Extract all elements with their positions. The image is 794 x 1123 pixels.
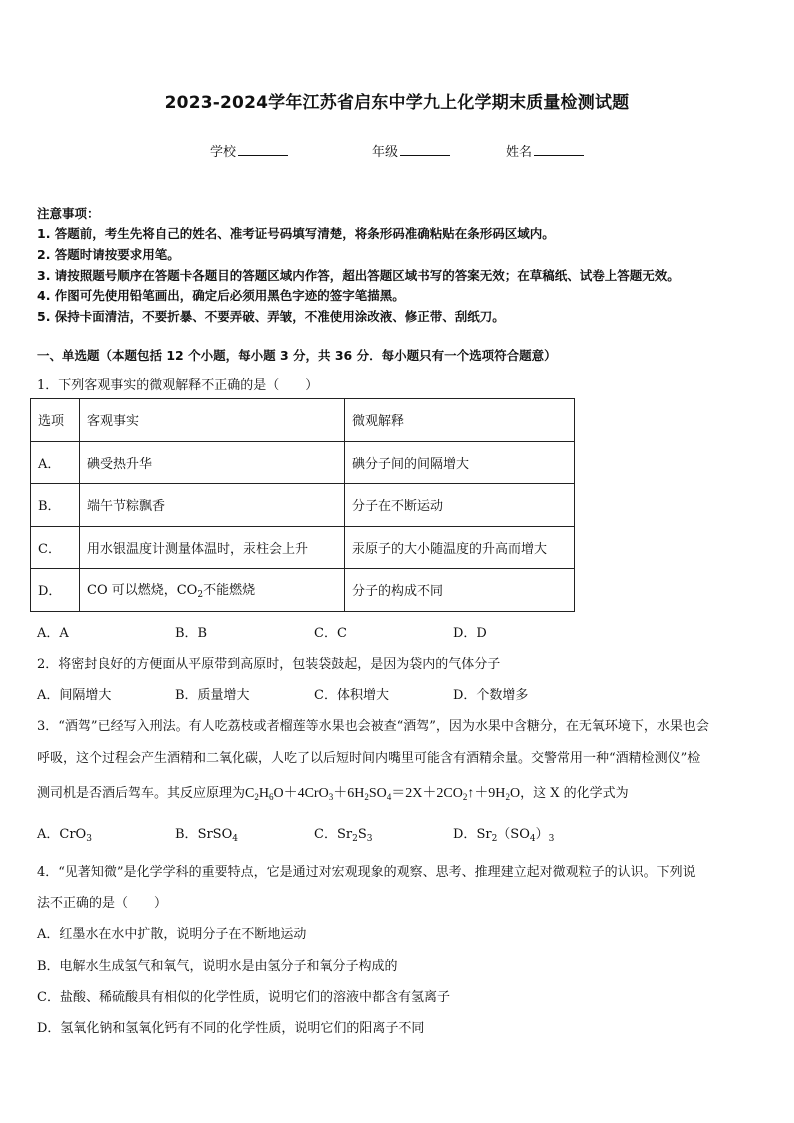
q3-option-b[interactable] bbox=[175, 823, 238, 844]
q2-option-d[interactable]: D．个数增多 bbox=[453, 688, 529, 703]
q4-option-a[interactable]: A．红墨水在水中扩散，说明分子在不断地运动 bbox=[37, 927, 307, 942]
table-cell: D． bbox=[31, 569, 80, 612]
row-d-fact-sub: 2 bbox=[197, 590, 204, 601]
name-label: 姓名 bbox=[506, 145, 533, 160]
row-d-fact: CO 可以燃烧，CO bbox=[87, 583, 198, 599]
table-cell: 分子的构成不同 bbox=[345, 569, 575, 612]
q3-line-3 bbox=[37, 782, 629, 802]
table-cell: C． bbox=[31, 526, 80, 569]
eq-part: C bbox=[245, 786, 255, 801]
notes-list bbox=[37, 224, 777, 328]
note-item: 5. 保持卡面清洁，不要折暴、不要弄破、弄皱，不准使用涂改液、修正带、刮纸刀。 bbox=[37, 309, 505, 325]
table-cell: 碘分子间的间隔增大 bbox=[345, 441, 575, 484]
eq-sub: 2 bbox=[462, 792, 468, 802]
q3-line-3-prefix: 测司机是否酒后驾车。其反应原理为 bbox=[37, 786, 246, 801]
q2-stem: 2．将密封良好的方便面从平原带到高原时，包装袋鼓起，是因为袋内的气体分子 bbox=[37, 657, 501, 672]
q3-option-d[interactable] bbox=[453, 823, 554, 844]
name-blank bbox=[534, 143, 584, 156]
q1-option-c[interactable]: C．C bbox=[314, 626, 347, 641]
q2-option-b[interactable]: B．质量增大 bbox=[175, 688, 250, 703]
note-item: 1. 答题前，考生先将自己的姓名、准考证号码填写清楚，将条形码准确粘贴在条形码区域内。 bbox=[37, 226, 555, 241]
eq-sub: 6 bbox=[268, 792, 274, 802]
section-heading: 一、单选题（本题包括 12 个小题，每小题 3 分，共 36 分．每小题只有一个选项符合题意） bbox=[37, 348, 557, 363]
option-formula: Sr bbox=[336, 827, 353, 842]
table-cell: 端午节粽飘香 bbox=[80, 484, 345, 527]
eq-part: ＋6H bbox=[333, 786, 365, 801]
q4-option-b[interactable]: B．电解水生成氢气和氧气，说明水是由氢分子和氧分子构成的 bbox=[37, 959, 398, 974]
table-cell: 汞原子的大小随温度的升高而增大 bbox=[345, 526, 575, 569]
row-d-fact-tail: 不能燃烧 bbox=[203, 583, 256, 599]
q1-stem: 1．下列客观事实的微观解释不正确的是（ ） bbox=[37, 378, 319, 393]
table-header-row bbox=[31, 399, 575, 442]
table-header-cell: 选项 bbox=[31, 399, 80, 442]
eq-sub: 2 bbox=[505, 792, 510, 802]
option-sub: 4 bbox=[232, 834, 238, 844]
q2-option-a[interactable]: A．间隔增大 bbox=[37, 688, 112, 703]
option-sub: 2 bbox=[352, 834, 358, 844]
option-formula: CrO bbox=[59, 827, 87, 842]
grade-label: 年级 bbox=[372, 145, 399, 160]
q4-option-d[interactable]: D．氢氧化钠和氢氧化钙有不同的化学性质，说明它们的阳离子不同 bbox=[37, 1021, 425, 1036]
q3-line-1: 3．“酒驾”已经写入刑法。有人吃荔枝或者榴莲等水果也会被查“酒驾”，因为水果中含糖分，在无氧环境下，水果也会 bbox=[37, 719, 709, 734]
table-cell: 分子在不断运动 bbox=[345, 484, 575, 527]
eq-part: H bbox=[258, 786, 269, 801]
option-formula: ） bbox=[535, 827, 549, 842]
q3-line-2: 呼吸，这个过程会产生酒精和二氧化碳，人吃了以后短时间内嘴里可能含有酒精余量。交警常用一种“酒精检测仪”检 bbox=[37, 751, 701, 766]
eq-part: SO bbox=[368, 786, 387, 801]
option-formula: （SO bbox=[497, 827, 530, 842]
eq-sub: 3 bbox=[328, 792, 334, 802]
q1-option-a[interactable]: A．A bbox=[37, 626, 69, 641]
name-field bbox=[506, 141, 584, 160]
q4-option-c[interactable]: C．盐酸、稀硫酸具有相似的化学性质，说明它们的溶液中都含有氢离子 bbox=[37, 990, 450, 1005]
option-formula: SrSO bbox=[197, 827, 233, 842]
option-formula: S bbox=[357, 827, 367, 842]
q3-option-a[interactable] bbox=[37, 823, 92, 844]
option-sub: 3 bbox=[548, 834, 555, 844]
q1-option-d[interactable]: D．D bbox=[453, 626, 487, 641]
table-header-cell: 客观事实 bbox=[80, 399, 345, 442]
q2-option-c[interactable]: C．体积增大 bbox=[314, 688, 389, 703]
option-sub: 2 bbox=[491, 834, 498, 844]
table-row bbox=[31, 484, 575, 527]
school-label: 学校 bbox=[210, 145, 237, 160]
option-sub: 3 bbox=[366, 834, 373, 844]
option-sub: 3 bbox=[86, 834, 92, 844]
table-cell: A． bbox=[31, 441, 80, 484]
q4-line-1: 4．“见著知微”是化学学科的重要特点，它是通过对宏观现象的观察、思考、推理建立起对微观粒子的认识。下列说 bbox=[37, 865, 696, 880]
eq-part: O＋4CrO bbox=[273, 786, 329, 801]
q1-table bbox=[30, 398, 575, 612]
table-cell: 碘受热升华 bbox=[80, 441, 345, 484]
q4-line-2: 法不正确的是（ ） bbox=[37, 896, 168, 911]
eq-sub: 2 bbox=[254, 792, 259, 802]
q3-line-3-suffix: ，这 X 的化学式为 bbox=[520, 786, 629, 801]
table-cell: B． bbox=[31, 484, 80, 527]
eq-part: ↑＋9H bbox=[467, 786, 506, 801]
table-row bbox=[31, 569, 575, 612]
table-cell: 用水银温度计测量体温时，汞柱会上升 bbox=[80, 526, 345, 569]
note-item: 4. 作图可先使用铅笔画出，确定后必须用黑色字迹的签字笔描黑。 bbox=[37, 288, 405, 304]
option-label: B． bbox=[175, 827, 198, 842]
reaction-equation bbox=[245, 786, 520, 801]
eq-sub: 4 bbox=[386, 792, 392, 802]
table-row bbox=[31, 526, 575, 569]
school-field bbox=[210, 141, 288, 160]
school-blank bbox=[238, 143, 288, 156]
eq-part: ＝2X＋2CO bbox=[391, 786, 463, 801]
note-item: 2. 答题时请按要求用笔。 bbox=[37, 246, 180, 262]
grade-blank bbox=[400, 143, 450, 156]
option-label: A． bbox=[37, 827, 60, 842]
table-header-cell: 微观解释 bbox=[345, 399, 575, 442]
option-label: D． bbox=[453, 827, 477, 842]
table-row bbox=[31, 441, 575, 484]
option-label: C． bbox=[314, 827, 337, 842]
eq-sub: 2 bbox=[364, 792, 369, 802]
q1-option-b[interactable]: B．B bbox=[175, 626, 208, 641]
page-title: 2023-2024学年江苏省启东中学九上化学期末质量检测试题 bbox=[164, 93, 630, 113]
option-formula: Sr bbox=[476, 827, 492, 842]
notes-title: 注意事项： bbox=[37, 206, 100, 221]
grade-field bbox=[372, 141, 450, 160]
eq-part: O bbox=[509, 786, 521, 801]
option-sub: 4 bbox=[529, 834, 536, 844]
note-item: 3. 请按照题号顺序在答题卡各题目的答题区域内作答，超出答题区域书写的答案无效；在草稿纸、试卷上答题无效。 bbox=[37, 267, 680, 283]
q3-option-c[interactable] bbox=[314, 823, 372, 844]
table-cell bbox=[80, 569, 345, 612]
